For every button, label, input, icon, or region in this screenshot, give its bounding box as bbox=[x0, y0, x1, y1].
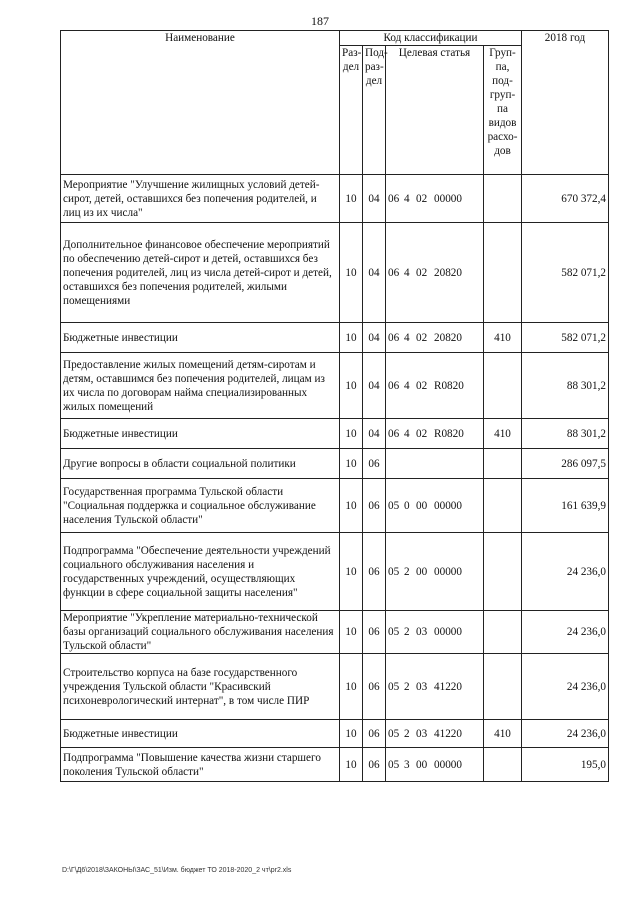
row-group bbox=[484, 449, 522, 479]
row-name: Бюджетные инвестиции bbox=[61, 323, 340, 353]
cs-subprogram: 4 bbox=[404, 331, 410, 344]
row-podrazdel: 04 bbox=[363, 353, 386, 419]
cs-subprogram: 4 bbox=[404, 427, 410, 440]
row-value: 24 236,0 bbox=[522, 533, 609, 611]
row-celevaya-statya bbox=[386, 654, 484, 720]
cs-program: 06 bbox=[388, 331, 400, 344]
table-header bbox=[61, 31, 609, 175]
row-group bbox=[484, 654, 522, 720]
cs-direction: 00000 bbox=[434, 758, 462, 771]
cs-event: 03 bbox=[416, 626, 428, 638]
table-row bbox=[61, 479, 609, 533]
cs-program: 06 bbox=[388, 192, 400, 205]
row-razdel: 10 bbox=[340, 479, 363, 533]
cs-event: 03 bbox=[416, 727, 428, 740]
budget-table bbox=[60, 30, 609, 782]
row-razdel: 10 bbox=[340, 223, 363, 323]
row-podrazdel: 06 bbox=[363, 748, 386, 782]
row-group bbox=[484, 353, 522, 419]
cs-program: 06 bbox=[388, 427, 400, 440]
row-group: 410 bbox=[484, 419, 522, 449]
cs-program: 05 bbox=[388, 565, 400, 578]
row-podrazdel: 04 bbox=[363, 419, 386, 449]
row-value: 670 372,4 bbox=[522, 175, 609, 223]
cs-subprogram: 2 bbox=[404, 565, 410, 578]
row-podrazdel: 06 bbox=[363, 720, 386, 748]
row-value: 88 301,2 bbox=[522, 419, 609, 449]
header-razdel: Раз- дел bbox=[340, 46, 363, 175]
row-razdel: 10 bbox=[340, 353, 363, 419]
cs-event: 02 bbox=[416, 331, 428, 344]
row-name: Строительство корпуса на базе государственного учреждения Тульской области "Красивский психоневрологический интернат", в том числе ПИР bbox=[61, 654, 340, 720]
table-row bbox=[61, 175, 609, 223]
row-razdel: 10 bbox=[340, 175, 363, 223]
cs-subprogram: 3 bbox=[404, 758, 410, 771]
row-razdel: 10 bbox=[340, 748, 363, 782]
cs-program: 05 bbox=[388, 727, 400, 740]
row-podrazdel: 04 bbox=[363, 175, 386, 223]
cs-event: 03 bbox=[416, 680, 428, 693]
row-celevaya-statya bbox=[386, 720, 484, 748]
row-podrazdel: 06 bbox=[363, 533, 386, 611]
cs-direction: 00000 bbox=[434, 565, 462, 578]
row-group bbox=[484, 533, 522, 611]
row-celevaya-statya bbox=[386, 611, 484, 654]
row-razdel: 10 bbox=[340, 720, 363, 748]
row-razdel: 10 bbox=[340, 611, 363, 654]
header-classification-code: Код классификации bbox=[340, 31, 522, 46]
row-podrazdel: 06 bbox=[363, 479, 386, 533]
cs-event: 02 bbox=[416, 266, 428, 279]
header-name: Наименование bbox=[61, 31, 340, 175]
cs-subprogram: 4 bbox=[404, 192, 410, 205]
cs-program: 06 bbox=[388, 379, 400, 392]
row-name: Бюджетные инвестиции bbox=[61, 419, 340, 449]
row-name: Мероприятие "Улучшение жилищных условий детей-сирот, детей, оставшихся без попечения родителей, и лиц из их числа" bbox=[61, 175, 340, 223]
cs-direction: 41220 bbox=[434, 727, 462, 740]
cs-program: 05 bbox=[388, 499, 400, 512]
row-razdel: 10 bbox=[340, 449, 363, 479]
table-row bbox=[61, 748, 609, 782]
cs-program: 05 bbox=[388, 680, 400, 693]
row-celevaya-statya bbox=[386, 175, 484, 223]
row-name: Подпрограмма "Обеспечение деятельности учреждений социального обслуживания населения и государственных учреждений, осуществляющих функции в сфере социальной защиты населения" bbox=[61, 533, 340, 611]
cs-program: 05 bbox=[388, 758, 400, 771]
cs-event: 02 bbox=[416, 192, 428, 205]
row-podrazdel: 04 bbox=[363, 323, 386, 353]
row-podrazdel: 04 bbox=[363, 223, 386, 323]
cs-direction: 00000 bbox=[434, 626, 462, 638]
row-celevaya-statya bbox=[386, 419, 484, 449]
table-row bbox=[61, 533, 609, 611]
cs-event: 00 bbox=[416, 565, 428, 578]
row-razdel: 10 bbox=[340, 654, 363, 720]
row-celevaya-statya bbox=[386, 323, 484, 353]
row-value: 24 236,0 bbox=[522, 720, 609, 748]
row-value: 24 236,0 bbox=[522, 654, 609, 720]
table-row bbox=[61, 449, 609, 479]
table-body bbox=[61, 175, 609, 782]
row-value: 24 236,0 bbox=[522, 611, 609, 654]
row-podrazdel: 06 bbox=[363, 449, 386, 479]
table-row bbox=[61, 323, 609, 353]
row-celevaya-statya bbox=[386, 353, 484, 419]
row-celevaya-statya bbox=[386, 533, 484, 611]
cs-direction: 41220 bbox=[434, 680, 462, 693]
row-razdel: 10 bbox=[340, 419, 363, 449]
row-name: Предоставление жилых помещений детям-сиротам и детям, оставшимся без попечения родителей, лицам из их числа по договорам найма специализированных жилых помещений bbox=[61, 353, 340, 419]
row-value: 582 071,2 bbox=[522, 323, 609, 353]
table-row bbox=[61, 720, 609, 748]
cs-program: 05 bbox=[388, 626, 400, 638]
row-group bbox=[484, 479, 522, 533]
header-gruppa: Груп- па, под- груп- па видов расхо- дов bbox=[484, 46, 522, 175]
row-group: 410 bbox=[484, 720, 522, 748]
row-celevaya-statya bbox=[386, 449, 484, 479]
row-name: Дополнительное финансовое обеспечение мероприятий по обеспечению детей-сирот и детей, оставшихся без попечения родителей, лиц из числа детей-сирот и детей, оставшихся без попечения родителей, жилыми помещениями bbox=[61, 223, 340, 323]
row-name: Бюджетные инвестиции bbox=[61, 720, 340, 748]
cs-program: 06 bbox=[388, 266, 400, 279]
cs-event: 02 bbox=[416, 379, 428, 392]
cs-subprogram: 2 bbox=[404, 626, 410, 638]
cs-event: 00 bbox=[416, 499, 428, 512]
row-podrazdel: 06 bbox=[363, 611, 386, 654]
row-name: Мероприятие "Укрепление материально-технической базы организаций социального обслуживания населения Тульской области" bbox=[61, 611, 340, 654]
table-row bbox=[61, 223, 609, 323]
cs-direction: 00000 bbox=[434, 192, 462, 205]
table-row bbox=[61, 419, 609, 449]
cs-direction: R0820 bbox=[434, 379, 464, 392]
row-value: 88 301,2 bbox=[522, 353, 609, 419]
row-value: 161 639,9 bbox=[522, 479, 609, 533]
table-row bbox=[61, 611, 609, 654]
row-podrazdel: 06 bbox=[363, 654, 386, 720]
row-group bbox=[484, 748, 522, 782]
row-group bbox=[484, 223, 522, 323]
file-path-footer: D:\Г\Д6\2018\ЗАКОНЫ\ЗАС_51\Изм. бюджет ТО 2018-2020_2 чт\pr2.xls bbox=[62, 867, 292, 874]
row-value: 582 071,2 bbox=[522, 223, 609, 323]
cs-subprogram: 2 bbox=[404, 680, 410, 693]
cs-direction: 20820 bbox=[434, 266, 462, 279]
cs-event: 00 bbox=[416, 758, 428, 771]
cs-subprogram: 0 bbox=[404, 499, 410, 512]
row-name: Подпрограмма "Повышение качества жизни старшего поколения Тульской области" bbox=[61, 748, 340, 782]
cs-subprogram: 4 bbox=[404, 379, 410, 392]
row-celevaya-statya bbox=[386, 748, 484, 782]
row-celevaya-statya bbox=[386, 479, 484, 533]
cs-subprogram: 4 bbox=[404, 266, 410, 279]
header-celevaya: Целевая статья bbox=[386, 46, 484, 175]
row-value: 286 097,5 bbox=[522, 449, 609, 479]
row-group bbox=[484, 175, 522, 223]
row-celevaya-statya bbox=[386, 223, 484, 323]
header-year: 2018 год bbox=[522, 31, 609, 175]
table-row bbox=[61, 654, 609, 720]
cs-direction: R0820 bbox=[434, 427, 464, 440]
cs-direction: 20820 bbox=[434, 331, 462, 344]
row-group bbox=[484, 611, 522, 654]
row-razdel: 10 bbox=[340, 323, 363, 353]
cs-subprogram: 2 bbox=[404, 727, 410, 740]
page-number: 187 bbox=[311, 14, 329, 28]
table-row bbox=[61, 353, 609, 419]
cs-event: 02 bbox=[416, 427, 428, 440]
row-value: 195,0 bbox=[522, 748, 609, 782]
row-group: 410 bbox=[484, 323, 522, 353]
row-name: Государственная программа Тульской области "Социальная поддержка и социальное обслуживание населения Тульской области" bbox=[61, 479, 340, 533]
header-podrazdel: Под- раз- дел bbox=[363, 46, 386, 175]
row-razdel: 10 bbox=[340, 533, 363, 611]
row-name: Другие вопросы в области социальной политики bbox=[61, 449, 340, 479]
cs-direction: 00000 bbox=[434, 499, 462, 512]
